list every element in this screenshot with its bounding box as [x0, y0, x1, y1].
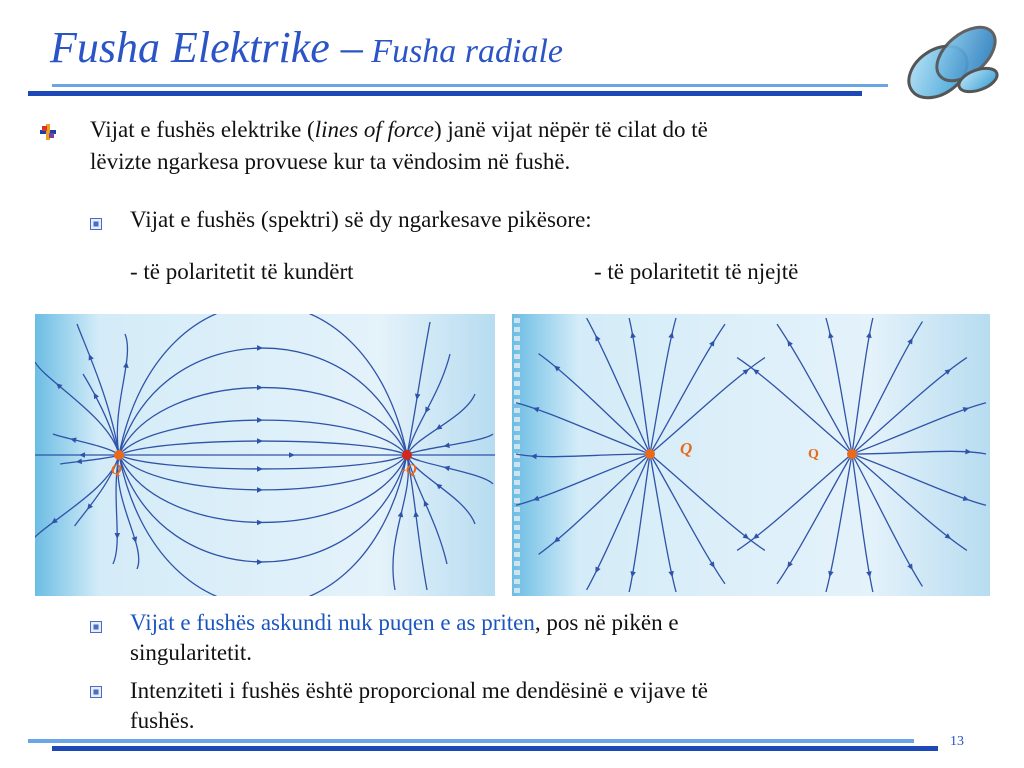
figure-edge-mark	[514, 561, 520, 566]
charge-a	[645, 449, 655, 459]
sub2-line2: singularitetit.	[130, 640, 253, 665]
figure-edge-mark	[514, 498, 520, 503]
page-number: 13	[950, 734, 964, 749]
figure-edge-mark	[514, 588, 520, 593]
polarity-opposite-label: - të polaritetit të kundërt	[130, 259, 354, 284]
figure-edge-mark	[514, 525, 520, 530]
field-lines-opposite-figure	[35, 314, 495, 596]
bottom-rule-dark	[52, 746, 938, 751]
bottom-rule-light	[28, 739, 914, 743]
slide-title	[50, 22, 563, 73]
figure-edge-mark	[514, 372, 520, 377]
logo-icon	[900, 14, 1004, 102]
positive-charge	[114, 450, 124, 460]
figure-edge-mark	[514, 543, 520, 548]
para1-italic: lines of force	[314, 117, 434, 142]
para1-end: ) janë vijat nëpër të cilat do të	[433, 117, 708, 142]
sub-point-1: Vijat e fushës (spektri) së dy ngarkesave pikësore:	[130, 207, 592, 232]
figure-edge-mark	[514, 507, 520, 512]
figure-edge-mark	[514, 534, 520, 539]
figure-edge-mark	[514, 471, 520, 476]
figure-edge-mark	[514, 381, 520, 386]
charge-b-label: Q	[808, 447, 819, 462]
paragraph-1	[90, 114, 970, 178]
top-rule-dark	[28, 91, 862, 96]
figure-edge-mark	[514, 318, 520, 323]
figure-edge-mark	[514, 390, 520, 395]
sub-bullet-icon	[90, 621, 102, 633]
top-rule-light	[52, 84, 888, 87]
polarity-same-label: - të polaritetit të njejtë	[594, 259, 799, 284]
title-sub: Fusha radiale	[362, 33, 564, 70]
figure-edge-mark	[514, 408, 520, 413]
charge-b	[847, 449, 857, 459]
figure-edge-mark	[514, 426, 520, 431]
field-lines-same-figure	[512, 314, 990, 596]
figure-edge-mark	[514, 327, 520, 332]
figure-edge-mark	[514, 417, 520, 422]
figure-edge-mark	[514, 552, 520, 557]
figure-edge-mark	[514, 570, 520, 575]
figure-edge-mark	[514, 489, 520, 494]
sub-bullet-icon	[90, 686, 102, 698]
sub-point-2	[130, 608, 679, 668]
title-main: Fusha Elektrike –	[50, 23, 363, 72]
sub-bullet-icon	[90, 218, 102, 230]
figure-edge-mark	[514, 516, 520, 521]
figure-edge-mark	[514, 444, 520, 449]
figure-edge-mark	[514, 480, 520, 485]
para1-line2: lëvizte ngarkesa provuese kur ta vëndosim në fushë.	[90, 149, 571, 174]
charge-a-label: Q	[680, 439, 693, 458]
positive-charge-label: Q	[111, 462, 122, 478]
para1-start: Vijat e fushës elektrike (	[90, 117, 315, 142]
negative-charge-label: -Q	[401, 462, 417, 478]
bullet-icon	[40, 124, 56, 140]
sub3-line2: fushës.	[130, 708, 195, 733]
figure-edge-mark	[514, 336, 520, 341]
figure-edge-mark	[514, 363, 520, 368]
figure-edge-mark	[514, 354, 520, 359]
figure-edge-mark	[514, 462, 520, 467]
sub2-rest: , pos në pikën e	[534, 610, 679, 635]
sub3-line1: Intenziteti i fushës është proporcional me dendësinë e vijave të	[130, 678, 708, 703]
figure-edge-mark	[514, 345, 520, 350]
sub2-highlight: Vijat e fushës askundi nuk puqen e as priten	[130, 610, 535, 635]
negative-charge	[402, 450, 412, 460]
figure-edge-mark	[514, 435, 520, 440]
sub-point-3	[130, 676, 708, 736]
figure-edge-mark	[514, 579, 520, 584]
